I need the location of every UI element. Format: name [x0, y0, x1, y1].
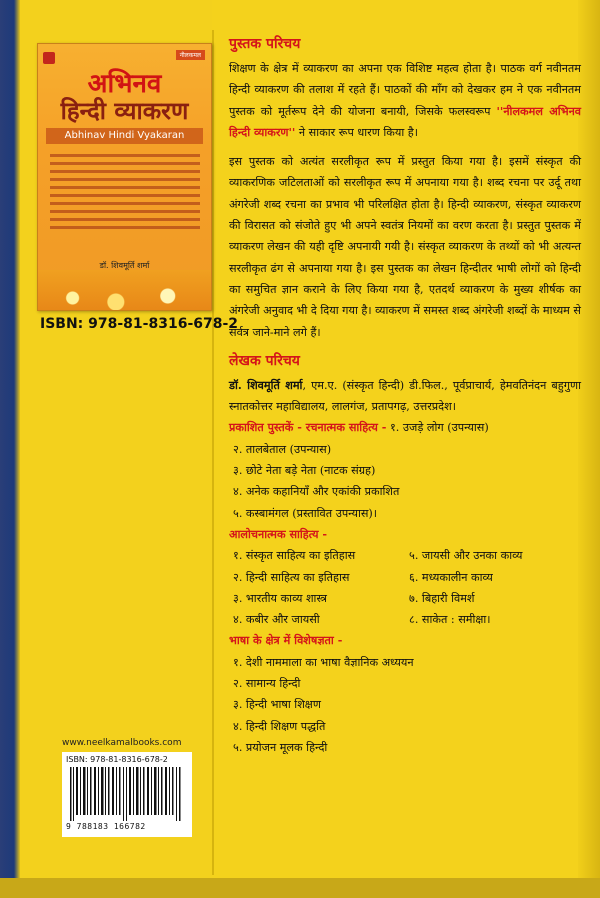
author-bio-text: , एम.ए. (संस्कृत हिन्दी) डी.फिल., पूर्वप्राचार्य, हेमवतिनंदन बहुगुणा स्नातकोत्तर महाविद्यालय, लालगंज, प्रतापगढ़, उत्तरप्रदेश।: [229, 378, 582, 414]
vertical-website-watermark: [0, 350, 24, 770]
cover-title-line1: अभिनव: [87, 69, 162, 99]
list-item: ३. भारतीय काव्य शास्त्र: [233, 591, 327, 605]
list-item: ५. जायसी और उनका काव्य: [409, 549, 523, 563]
book-intro-heading: पुस्तक परिचय: [229, 36, 301, 52]
language-works-list: [229, 652, 581, 758]
column-divider: [212, 30, 214, 875]
cover-feature-lines: [50, 154, 200, 234]
author-name: डॉ. शिवमूर्ति शर्मा: [229, 377, 303, 392]
list-item: ४. कबीर और जायसी: [233, 613, 320, 627]
publisher-logo-icon: [43, 52, 55, 64]
list-item: २. हिन्दी साहित्य का इतिहास: [233, 570, 350, 584]
cover-title-line2: हिन्दी व्याकरण: [60, 96, 189, 125]
list-item: ३. हिन्दी भाषा शिक्षण: [233, 698, 321, 712]
description-column: [229, 30, 581, 758]
barcode-icon: [68, 767, 186, 821]
intro-paragraph-1: [229, 58, 581, 143]
barcode-panel: [62, 752, 192, 837]
cover-publisher: नीलकमल: [176, 50, 205, 60]
intro-p1-end: ने साकार रूप धारण किया है।: [295, 125, 418, 139]
book-name-highlight: ''नीलकमल अभिनव हिन्दी व्याकरण'': [229, 103, 582, 139]
published-first-item: १. उजड़े लोग (उपन्यास): [386, 421, 489, 435]
cover-title-english: Abhinav Hindi Vyakaran: [46, 128, 203, 144]
list-item: ६. मध्यकालीन काव्य: [409, 570, 493, 584]
published-books-line: [229, 417, 581, 438]
list-item: २. सामान्य हिन्दी: [233, 677, 301, 691]
list-item: ८. साकेत : समीक्षा।: [409, 613, 491, 627]
page-edge: [578, 0, 600, 898]
cover-thumbnail: [37, 43, 212, 311]
author-bio: [229, 375, 581, 418]
cover-flowers-image: [38, 270, 211, 310]
list-item: १. संस्कृत साहित्य का इतिहास: [233, 549, 356, 563]
critical-works-grid: [229, 545, 581, 630]
list-item: ३. छोटे नेता बड़े नेता (नाटक संग्रह): [233, 464, 376, 478]
list-item: ४. हिन्दी शिक्षण पद्धति: [233, 719, 326, 733]
list-item: ५. कस्बामंगल (प्रस्तावित उपन्यास)।: [233, 506, 378, 520]
list-item: १. देशी नाममाला का भाषा वैज्ञानिक अध्ययन: [233, 655, 414, 669]
language-expertise-label: भाषा के क्षेत्र में विशेषज्ञता -: [229, 633, 343, 648]
creative-works-list: [229, 439, 581, 524]
list-item: ७. बिहारी विमर्श: [409, 591, 475, 605]
intro-paragraph-2: इस पुस्तक को अत्यंत सरलीकृत रूप में प्रस्तुत किया गया है। इसमें संस्कृत की व्याकरणिक जटिलताओं को सरलीकृत रूप में अपनाया गया है। शब्द रचना पर उर्दू तथा अंगरेजी शब्द रचना का प्रभाव भी परिलक्षित होता है। हिन्दी व्याकरण, संस्कृत व्याकरण की विरासत को संजोते हुए भी अपने स्वतंत्र नियमों का वरण करता है। प्रस्तुत पुस्तक में व्याकरण लेखन की यही दृष्टि अपनायी गयी है। संस्कृत व्याकरण के तथ्यों को भी अत्यन्त सरलीकृत ढंग से अपनाया गया है। इस पुस्तक का लेखन हिन्दीतर भाषी लोगों को हिन्दी का समुचित ज्ञान कराने के लिए किया गया है, एतदर्थ व्याकरण के मुख्य शीर्षक का अंगरेजी अनुवाद भी दे दिया गया है। व्याकरण में समस्त शब्द अंगरेजी शब्दों के माध्यम से सर्वत्र जाने-माने लगे हैं।: [229, 155, 581, 339]
barcode-website: www.neelkamalbooks.com: [62, 738, 182, 748]
cover-author: डॉ. शिवमूर्ति शर्मा: [99, 261, 150, 270]
list-item: २. तालबेताल (उपन्यास): [233, 442, 332, 456]
critical-works-label: आलोचनात्मक साहित्य -: [229, 526, 328, 541]
barcode-digits: 9 788183 166782: [66, 822, 146, 831]
list-item: ५. प्रयोजन मूलक हिन्दी: [233, 740, 328, 754]
list-item: ४. अनेक कहानियाँ और एकांकी प्रकाशित: [233, 485, 400, 499]
intro-p1-text: शिक्षण के क्षेत्र में व्याकरण का अपना एक विशिष्ट महत्व होता है। पाठक वर्ग नवीनतम हिन्दी व्याकरण की तलाश में रहते हैं। पाठकों की माँग को देखकर हम ने एक नवीनतम पुस्तक को मूर्तरूप देने की योजना बनायी, जिसके फलस्वरूप: [229, 62, 581, 118]
bottom-edge: [0, 878, 600, 898]
published-books-label: प्रकाशित पुस्तकें - रचनात्मक साहित्य -: [229, 420, 387, 435]
isbn-label: ISBN: 978-81-8316-678-2: [40, 316, 239, 332]
author-intro-heading: लेखक परिचय: [229, 352, 300, 369]
barcode-isbn: ISBN: 978-81-8316-678-2: [66, 755, 168, 764]
